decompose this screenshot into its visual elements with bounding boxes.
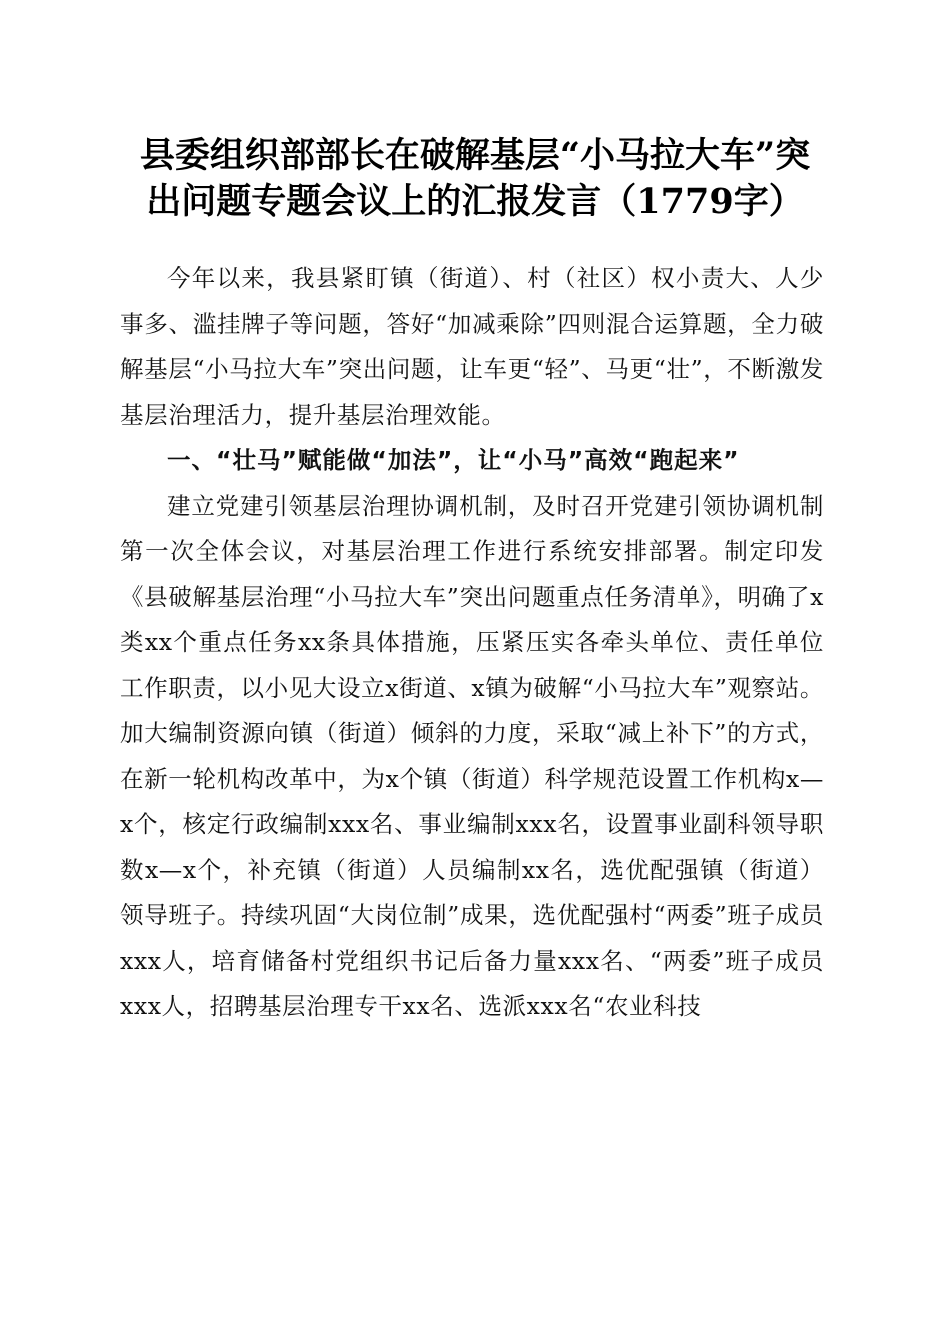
document-title xyxy=(110,133,840,225)
title-line-1: 县委组织部部长在破解基层“小马拉大车”突 xyxy=(139,135,811,176)
document-body xyxy=(120,256,824,1030)
title-line-2: 出问题专题会议上的汇报发言（1779字） xyxy=(146,181,804,222)
section-1-heading: 一、“壮马”赋能做“加法”，让“小马”高效“跑起来” xyxy=(167,446,740,474)
intro-paragraph: 今年以来，我县紧盯镇（街道）、村（社区）权小责大、人少事多、滥挂牌子等问题，答好“加减乘除”四则混合运算题，全力破解基层“小马拉大车”突出问题，让车更“轻”、马更“壮”，不断激发基层治理活力，提升基层治理效能。 xyxy=(120,264,824,429)
section-1-paragraph: 建立党建引领基层治理协调机制，及时召开党建引领协调机制第一次全体会议，对基层治理工作进行系统安排部署。制定印发《县破解基层治理“小马拉大车”突出问题重点任务清单》，明确了x类xx个重点任务xx条具体措施，压紧压实各牵头单位、责任单位工作职责，以小见大设立x街道、x镇为破解“小马拉大车”观察站。加大编制资源向镇（街道）倾斜的力度，采取“减上补下”的方式，在新一轮机构改革中，为x个镇（街道）科学规范设置工作机构x—x个，核定行政编制xxx名、事业编制xxx名，设置事业副科领导职数x—x个，补充镇（街道）人员编制xx名，选优配强镇（街道）领导班子。持续巩固“大岗位制”成果，选优配强村“两委”班子成员xxx人，培育储备村党组织书记后备力量xxx名、“两委”班子成员xxx人，招聘基层治理专干xx名、选派xxx名“农业科技 xyxy=(120,491,824,1020)
